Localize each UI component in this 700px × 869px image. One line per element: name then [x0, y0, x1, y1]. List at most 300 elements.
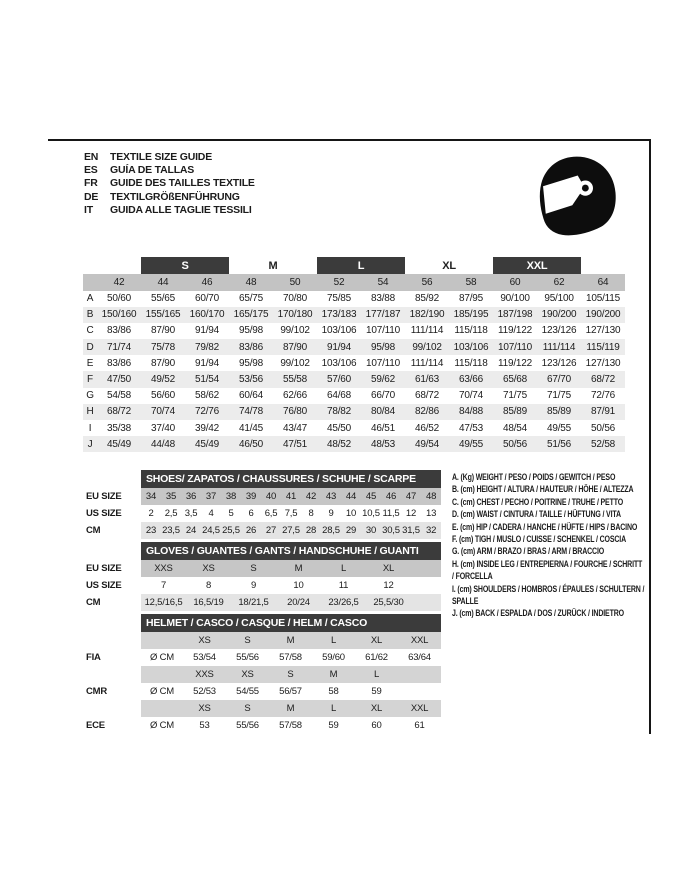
measure-row — [83, 404, 625, 420]
helmet-size-row — [84, 666, 441, 683]
measure-cell: 50/56 — [591, 422, 616, 434]
measure-cell: 91/94 — [317, 339, 361, 355]
data-cell: 8 — [308, 508, 314, 519]
measure-cell: 95/98 — [239, 357, 264, 369]
measure-cell: 72/76 — [591, 390, 616, 402]
legend-item: H. (cm) INSIDE LEG / ENTREPIERNA / FOURCHE / SCHRITT / FORCELLA — [452, 558, 643, 582]
size-header-cell: 50 — [273, 274, 317, 291]
data-cell: 60 — [371, 720, 382, 731]
measure-row-key: D — [83, 339, 97, 355]
language-title: TEXTILE SIZE GUIDE — [110, 151, 212, 163]
size-cell: L — [312, 632, 355, 649]
data-cell: 26 — [241, 522, 261, 539]
measure-cell: 57/60 — [317, 371, 361, 387]
measure-cell: 44/48 — [141, 436, 185, 452]
language-code: DE — [84, 190, 99, 203]
legend-item: F. (cm) TIGH / MUSLO / CUISSE / SCHENKEL / COSCIA — [452, 534, 626, 545]
data-cell: 3,5 — [184, 508, 198, 519]
measure-row — [83, 420, 625, 436]
data-cell: 43 — [321, 488, 341, 505]
data-cell: 28,5 — [321, 522, 341, 539]
size-cell: L — [355, 666, 398, 683]
measure-cell: 45/49 — [185, 436, 229, 452]
band-spacer — [83, 257, 97, 274]
title-spacer — [84, 614, 141, 632]
measure-cell: 105/115 — [586, 293, 621, 305]
size-band-m: M — [229, 257, 317, 274]
data-cell: 61 — [414, 720, 425, 731]
measure-cell: 68/72 — [97, 404, 141, 420]
legend-item: D. (cm) WAIST / CINTURA / TAILLE / HÜFTUNG / VITA — [452, 509, 621, 520]
size-band-s: S — [141, 257, 229, 274]
table-data-row — [84, 488, 441, 505]
measure-cell: 155/165 — [141, 307, 185, 323]
legend-item: E. (cm) HIP / CADERA / HANCHE / HÜFTE / HIPS / BACINO — [452, 521, 638, 532]
language-code: ES — [84, 164, 98, 177]
data-cell: 37 — [201, 488, 221, 505]
data-cell: XL — [366, 560, 411, 577]
measure-cell: 49/55 — [547, 422, 572, 434]
data-cell: 36 — [181, 488, 201, 505]
measure-row-key: C — [86, 325, 94, 337]
data-cell: 38 — [221, 488, 241, 505]
size-header-cell: 58 — [449, 274, 493, 291]
helmet-value-row — [84, 649, 441, 666]
measure-cell: 39/42 — [194, 422, 220, 434]
measure-cell: 87/90 — [273, 339, 317, 355]
data-cell: XXS — [141, 560, 186, 577]
data-cell: 12 — [383, 580, 394, 591]
measurement-legend — [452, 471, 645, 620]
measure-cell: 111/114 — [410, 357, 444, 369]
measure-cell: 115/118 — [454, 357, 488, 369]
main-size-table — [83, 257, 625, 452]
measure-cell: 49/55 — [449, 436, 493, 452]
measure-cell: 83/88 — [371, 293, 396, 305]
data-cell: M — [276, 560, 321, 577]
table-data-row — [84, 522, 441, 539]
measure-cell: 75/78 — [141, 339, 185, 355]
measure-cell: 51/56 — [537, 436, 581, 452]
data-cell: 6,5 — [264, 508, 278, 519]
legend-item: A. (Kg) WEIGHT / PESO / POIDS / GEWITCH / PESO — [452, 472, 616, 482]
data-cell: 63/64 — [408, 652, 431, 663]
measure-cell: 80/84 — [361, 404, 405, 420]
row-label — [84, 632, 141, 649]
data-cell: 47 — [401, 488, 421, 505]
data-cell: 27 — [261, 522, 281, 539]
data-cell: 25,5 — [221, 522, 241, 539]
data-cell: 30,5 — [381, 522, 401, 539]
helmet-size-row — [84, 632, 441, 649]
measure-row-key: F — [83, 371, 97, 387]
helmet-size-row — [84, 700, 441, 717]
measure-row-key: G — [86, 390, 94, 402]
measure-cell: 48/52 — [317, 436, 361, 452]
data-cell: 11 — [338, 580, 349, 591]
measure-cell: 65/75 — [239, 293, 264, 305]
measure-cell: 173/183 — [317, 307, 361, 323]
measure-cell: 87/90 — [150, 325, 176, 337]
language-row — [84, 164, 255, 177]
data-cell: 44 — [341, 488, 361, 505]
measure-row — [83, 388, 625, 404]
measure-cell: 75/85 — [327, 293, 352, 305]
measure-cell: 107/110 — [493, 339, 537, 355]
measure-cell: 67/70 — [537, 371, 581, 387]
measure-cell: 190/200 — [581, 307, 625, 323]
size-header-cell: 60 — [493, 274, 537, 291]
measure-cell: 41/45 — [239, 422, 264, 434]
data-cell: 45 — [361, 488, 381, 505]
size-header-cell: 62 — [537, 274, 581, 291]
table-data-row — [84, 594, 441, 611]
data-cell: 40 — [261, 488, 281, 505]
size-header-cell: 52 — [317, 274, 361, 291]
language-title: GUÍA DE TALLAS — [110, 164, 195, 177]
data-cell: 23/26,5 — [321, 594, 366, 611]
legend-item: B. (cm) HEIGHT / ALTURA / HAUTEUR / HÖHE / ALTEZZA — [452, 484, 634, 495]
measure-cell: 182/190 — [405, 307, 449, 323]
data-cell: 10,5 — [362, 508, 380, 519]
measure-cell: 190/200 — [537, 307, 581, 323]
measure-cell: 170/180 — [273, 307, 317, 323]
measure-cell: 123/126 — [541, 357, 577, 369]
data-cell: 7,5 — [284, 508, 298, 519]
measure-cell: 111/114 — [537, 339, 581, 355]
measure-row-key: J — [83, 436, 97, 452]
measure-cell: 70/74 — [459, 390, 484, 402]
measure-cell: 62/66 — [283, 390, 308, 402]
helmet-value-row — [84, 683, 441, 700]
measure-row — [83, 307, 625, 323]
measure-cell: 47/51 — [273, 436, 317, 452]
size-cell: S — [226, 700, 269, 717]
size-cell: M — [269, 632, 312, 649]
data-cell: 57/58 — [279, 720, 302, 731]
measure-cell: 103/106 — [321, 357, 357, 369]
legend-item: I. (cm) SHOULDERS / HOMBROS / ÉPAULES / SCHULTERN / SPALLE — [452, 583, 645, 607]
data-cell: 46 — [381, 488, 401, 505]
shoes-table — [84, 470, 441, 539]
data-cell: 27,5 — [281, 522, 301, 539]
data-cell: 30 — [361, 522, 381, 539]
measure-cell: 87/95 — [459, 293, 484, 305]
size-cell: XS — [226, 666, 269, 683]
data-cell: 28 — [301, 522, 321, 539]
diameter-label: Ø CM — [149, 652, 174, 663]
measure-row-key: E — [86, 357, 94, 369]
measure-cell: 60/70 — [194, 293, 220, 305]
language-title: TEXTILGRÖßENFÜHRUNG — [110, 190, 240, 203]
band-spacer — [581, 257, 625, 274]
language-row — [84, 191, 255, 204]
frame-top-border — [48, 139, 651, 141]
size-cell: XS — [183, 632, 226, 649]
data-cell: 13 — [426, 508, 437, 519]
data-cell: XS — [186, 560, 231, 577]
size-cell: XS — [183, 700, 226, 717]
data-cell: 34 — [141, 488, 161, 505]
measure-cell: 107/110 — [366, 325, 401, 337]
data-cell: 39 — [241, 488, 261, 505]
title-spacer — [84, 542, 141, 560]
diameter-label: Ø CM — [149, 720, 174, 731]
measure-cell: 68/72 — [581, 371, 625, 387]
measure-cell: 91/94 — [194, 357, 220, 369]
measure-cell: 123/126 — [541, 325, 577, 337]
measure-cell: 43/47 — [283, 422, 308, 434]
measure-cell: 46/52 — [415, 422, 440, 434]
band-spacer — [97, 257, 141, 274]
measure-cell: 111/114 — [410, 325, 444, 337]
size-header-cell: 64 — [581, 274, 625, 291]
measure-cell: 70/80 — [283, 293, 308, 305]
data-cell: L — [321, 560, 366, 577]
title-spacer — [84, 470, 141, 488]
size-cell: XXL — [398, 632, 441, 649]
size-header-cell: 42 — [97, 274, 141, 291]
measure-cell: 50/60 — [106, 293, 132, 305]
size-header-cell: 54 — [361, 274, 405, 291]
data-cell: 11,5 — [382, 508, 400, 519]
data-cell: 5 — [228, 508, 234, 519]
data-cell: 2 — [148, 508, 154, 519]
measure-row-key: A — [86, 293, 94, 305]
measure-row — [83, 323, 625, 339]
measure-cell: 78/82 — [317, 404, 361, 420]
measure-cell: 91/94 — [194, 325, 220, 337]
data-cell: 18/21,5 — [231, 594, 276, 611]
measure-cell: 48/53 — [361, 436, 405, 452]
diameter-label: Ø CM — [149, 686, 174, 697]
measure-cell: 127/130 — [585, 325, 621, 337]
measure-cell: 165/175 — [229, 307, 273, 323]
measure-cell: 85/89 — [537, 404, 581, 420]
row-label — [84, 666, 141, 683]
measure-cell: 64/68 — [327, 390, 352, 402]
measure-cell: 99/102 — [405, 339, 449, 355]
size-cell: XXS — [183, 666, 226, 683]
data-cell: 35 — [161, 488, 181, 505]
language-code: IT — [84, 203, 93, 216]
size-cell — [398, 666, 441, 683]
measure-cell: 54/58 — [106, 390, 132, 402]
gloves-table-title: GLOVES / GUANTES / GANTS / HANDSCHUHE / GUANTI — [141, 542, 441, 560]
data-cell: 52/53 — [193, 686, 216, 697]
data-cell: 55/56 — [236, 720, 259, 731]
measure-row-key: I — [88, 422, 92, 434]
language-title: GUIDE DES TAILLES TEXTILE — [110, 177, 255, 190]
data-cell: 12,5/16,5 — [141, 594, 186, 611]
measure-cell: 56/60 — [150, 390, 176, 402]
measure-cell: 150/160 — [97, 307, 141, 323]
data-cell: 29 — [341, 522, 361, 539]
measure-cell: 47/53 — [459, 422, 484, 434]
data-cell: 57/58 — [279, 652, 302, 663]
measure-cell: 85/92 — [415, 293, 440, 305]
measure-cell: 71/75 — [503, 390, 528, 402]
measure-cell: 79/82 — [185, 339, 229, 355]
measure-cell: 177/187 — [361, 307, 405, 323]
legend-item: C. (cm) CHEST / PECHO / POITRINE / TRUHE / PETTO — [452, 496, 624, 507]
size-cell — [141, 700, 183, 717]
language-code: EN — [84, 151, 99, 163]
row-label: EU SIZE — [84, 560, 141, 577]
measure-row — [83, 291, 625, 307]
measure-cell: 71/74 — [97, 339, 141, 355]
data-cell: 8 — [205, 580, 212, 591]
measure-cell: 119/122 — [498, 325, 533, 337]
measure-cell: 72/76 — [185, 404, 229, 420]
measure-cell: 70/74 — [141, 404, 185, 420]
measure-cell: 95/98 — [361, 339, 405, 355]
measure-cell: 55/58 — [273, 371, 317, 387]
size-header-cell: 56 — [405, 274, 449, 291]
measure-cell: 50/56 — [493, 436, 537, 452]
row-label: FIA — [84, 649, 141, 666]
table-data-row — [84, 577, 441, 594]
measure-cell: 53/56 — [229, 371, 273, 387]
size-header-spacer — [83, 274, 97, 291]
data-cell: 23,5 — [161, 522, 181, 539]
row-label: EU SIZE — [84, 488, 141, 505]
measure-cell: 74/78 — [229, 404, 273, 420]
measure-cell: 99/102 — [280, 325, 310, 337]
size-band-l: L — [317, 257, 405, 274]
measure-cell: 87/91 — [581, 404, 625, 420]
row-label — [84, 700, 141, 717]
measure-cell: 95/98 — [239, 325, 264, 337]
measure-cell: 49/52 — [141, 371, 185, 387]
measure-cell: 87/90 — [150, 357, 176, 369]
legend-item: G. (cm) ARM / BRAZO / BRAS / ARM / BRACCIO — [452, 546, 605, 557]
size-header-cell: 46 — [185, 274, 229, 291]
language-list — [84, 151, 255, 217]
helmet-table-title: HELMET / CASCO / CASQUE / HELM / CASCO — [141, 614, 441, 632]
size-header-row — [83, 274, 625, 291]
frame-right-border — [649, 139, 651, 734]
measure-cell: 52/58 — [581, 436, 625, 452]
filler-cell — [411, 560, 441, 577]
measure-cell: 99/102 — [280, 357, 310, 369]
data-cell: 20/24 — [276, 594, 321, 611]
size-cell — [141, 632, 183, 649]
measure-cell: 51/54 — [185, 371, 229, 387]
filler-cell — [411, 594, 441, 611]
measure-cell: 61/63 — [405, 371, 449, 387]
data-cell: 61/62 — [365, 652, 388, 663]
table-title-row — [84, 614, 441, 632]
table-data-row — [84, 560, 441, 577]
language-code: FR — [84, 177, 98, 190]
measure-cell: 82/86 — [405, 404, 449, 420]
measure-cell: 59/62 — [361, 371, 405, 387]
size-cell: L — [312, 700, 355, 717]
size-cell — [141, 666, 183, 683]
measure-cell: 83/86 — [229, 339, 273, 355]
measure-cell: 55/65 — [150, 293, 176, 305]
measure-cell: 45/49 — [97, 436, 141, 452]
data-cell: 4 — [208, 508, 214, 519]
size-header-cell: 48 — [229, 274, 273, 291]
measure-cell: 103/106 — [321, 325, 357, 337]
data-cell: 48 — [421, 488, 441, 505]
measure-cell: 90/100 — [500, 293, 530, 305]
measure-cell: 76/80 — [273, 404, 317, 420]
shoes-table-title: SHOES/ ZAPATOS / CHAUSSURES / SCHUHE / SCARPE — [141, 470, 441, 488]
table-data-row — [84, 505, 441, 522]
measure-cell: 58/62 — [194, 390, 220, 402]
table-title-row — [84, 542, 441, 560]
row-label: CM — [84, 594, 141, 611]
measure-cell: 84/88 — [449, 404, 493, 420]
data-cell: 10 — [293, 580, 304, 591]
data-cell: 7 — [160, 580, 167, 591]
measure-cell: 160/170 — [185, 307, 229, 323]
measure-cell: 185/195 — [449, 307, 493, 323]
measure-row-key: B — [83, 307, 97, 323]
measure-cell: 49/54 — [405, 436, 449, 452]
data-cell: 6 — [248, 508, 254, 519]
data-cell: S — [231, 560, 276, 577]
size-cell: XXL — [398, 700, 441, 717]
data-cell: 55/56 — [236, 652, 259, 663]
data-cell: 32 — [421, 522, 441, 539]
measure-cell: 119/122 — [498, 357, 533, 369]
size-cell: S — [269, 666, 312, 683]
measure-cell: 103/106 — [449, 339, 493, 355]
table-title-row — [84, 470, 441, 488]
measure-cell: 115/119 — [581, 339, 625, 355]
racing-helmet-icon — [528, 153, 622, 243]
size-cell: XL — [355, 700, 398, 717]
helmet-value-row — [84, 717, 441, 734]
measure-cell: 47/50 — [97, 371, 141, 387]
measure-cell: 83/86 — [106, 325, 132, 337]
measure-cell: 46/51 — [371, 422, 396, 434]
size-cell: M — [269, 700, 312, 717]
row-label: ECE — [84, 717, 141, 734]
size-header-cell: 44 — [141, 274, 185, 291]
row-label: US SIZE — [84, 577, 141, 594]
data-cell: 54/55 — [236, 686, 259, 697]
measure-row-key: H — [83, 404, 97, 420]
data-cell — [398, 683, 441, 700]
row-label: US SIZE — [84, 505, 141, 522]
size-band-row — [83, 257, 625, 274]
data-cell: 9 — [328, 508, 334, 519]
measure-cell: 63/66 — [449, 371, 493, 387]
measure-cell: 65/68 — [493, 371, 537, 387]
measure-row — [83, 436, 625, 452]
data-cell: 24 — [181, 522, 201, 539]
measure-cell: 95/100 — [544, 293, 574, 305]
legend-item: J. (cm) BACK / ESPALDA / DOS / ZURÜCK / INDIETRO — [452, 608, 624, 619]
language-row — [84, 177, 255, 190]
measure-cell: 115/118 — [454, 325, 488, 337]
data-cell: 10 — [345, 508, 357, 519]
measure-row — [83, 355, 625, 371]
row-label: CM — [84, 522, 141, 539]
measure-cell: 71/75 — [547, 390, 572, 402]
data-cell: 59 — [328, 720, 339, 731]
measure-cell: 46/50 — [229, 436, 273, 452]
data-cell: 59/60 — [322, 652, 345, 663]
measure-cell: 60/64 — [239, 390, 264, 402]
size-cell: M — [312, 666, 355, 683]
data-cell: 53 — [199, 720, 210, 731]
